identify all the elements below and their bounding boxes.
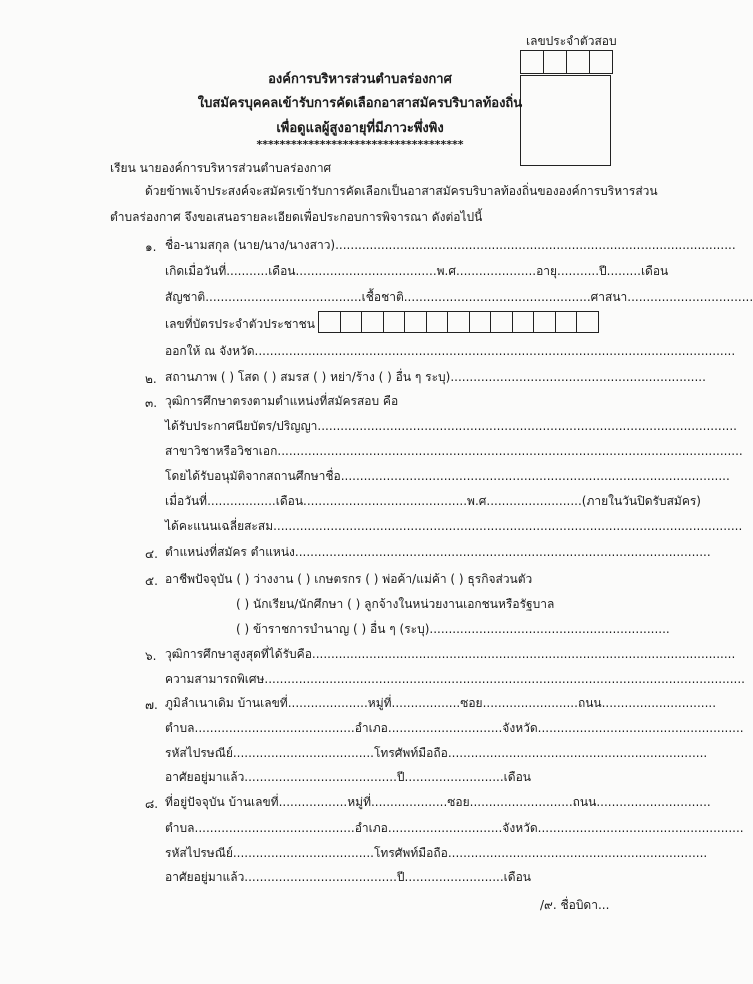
special-skill-field[interactable]: ความสามารถพิเศษ..............................................................................................................................: [165, 672, 745, 686]
occupation-row-3[interactable]: ( ) ข้าราชการบำนาญ ( ) อื่น ๆ (ระบุ)...............................................................: [236, 622, 670, 636]
intro-paragraph-2: ตำบลร่องกาศ จึงขอเสนอรายละเอียดเพื่อประกอบการพิจารณา ดังต่อไปนี้: [110, 210, 483, 224]
section-number-6: ๖.: [145, 649, 157, 663]
star-divider: ************************************: [256, 138, 464, 151]
salutation: เรียน นายองค์การบริหารส่วนตำบลร่องกาศ: [110, 161, 332, 175]
exam-number-boxes: [520, 50, 613, 74]
intro-paragraph-1: ด้วยข้าพเจ้าประสงค์จะสมัครเข้ารับการคัดเลือกเป็นอาสาสมัครบริบาลท้องถิ่นขององค์การบริหารส่วน: [145, 184, 658, 198]
form-title: ใบสมัครบุคคลเข้ารับการคัดเลือกอาสาสมัครบริบาลท้องถิ่น: [197, 96, 523, 111]
occupation-row-1[interactable]: อาชีพปัจจุบัน ( ) ว่างงาน ( ) เกษตรกร ( ) พ่อค้า/แม่ค้า ( ) ธุรกิจส่วนตัว: [165, 572, 533, 586]
gpa-field[interactable]: ได้คะแนนเฉลี่ยสะสม...........................................................................................................................: [165, 519, 743, 533]
position-field[interactable]: ตำแหน่งที่สมัคร ตำแหน่ง.............................................................................................................: [165, 545, 711, 559]
continue-note: /๙. ชื่อบิดา...: [540, 898, 610, 912]
section-number-5: ๕.: [145, 574, 158, 588]
marital-status-field[interactable]: สถานภาพ ( ) โสด ( ) สมรส ( ) หย่า/ร้าง ( ) อื่น ๆ ระบุ)...................................................................: [165, 370, 706, 384]
current-zip-field[interactable]: รหัสไปรษณีย์.....................................โทรศัพท์มือถือ....................................................................: [165, 846, 708, 860]
education-title: วุฒิการศึกษาตรงตามตำแหน่งที่สมัครสอบ คือ: [165, 394, 399, 408]
current-subdistrict-field[interactable]: ตำบล..........................................อำเภอ..............................จังหวัด......................................................: [165, 821, 744, 835]
id-card-boxes[interactable]: [318, 311, 599, 333]
exam-number-label: เลขประจำตัวสอบ: [526, 34, 617, 48]
birth-date-field[interactable]: เกิดเมื่อวันที่...........เดือน.....................................พ.ศ.....................อายุ...........ปี.........เดือน: [165, 264, 669, 278]
section-number-3: ๓.: [145, 396, 158, 410]
id-card-label: เลขที่บัตรประจำตัวประชาชน: [165, 317, 315, 331]
hometown-house-field[interactable]: ภูมิลำเนาเดิม บ้านเลขที่.....................หมู่ที่..................ซอย.........................ถนน..............................: [165, 696, 717, 710]
hometown-subdistrict-field[interactable]: ตำบล..........................................อำเภอ..............................จังหวัด......................................................: [165, 721, 744, 735]
photo-box: [520, 75, 611, 166]
section-number-7: ๗.: [145, 698, 158, 712]
section-number-1: ๑.: [145, 240, 157, 254]
section-number-8: ๘.: [145, 797, 159, 811]
org-title: องค์การบริหารส่วนตำบลร่องกาศ: [268, 72, 452, 87]
section-number-4: ๔.: [145, 547, 158, 561]
hometown-duration-field[interactable]: อาศัยอยู่มาแล้ว........................................ปี..........................เดือน: [165, 770, 531, 784]
occupation-row-2[interactable]: ( ) นักเรียน/นักศึกษา ( ) ลูกจ้างในหน่วยงานเอกชนหรือรัฐบาล: [236, 597, 555, 611]
nationality-field[interactable]: สัญชาติ.........................................เชื้อชาติ.................................................ศาสนา.................................: [165, 290, 753, 304]
section-number-2: ๒.: [145, 372, 157, 386]
current-duration-field[interactable]: อาศัยอยู่มาแล้ว........................................ปี..........................เดือน: [165, 870, 531, 884]
form-subtitle: เพื่อดูแลผู้สูงอายุที่มีภาวะพึ่งพิง: [276, 121, 444, 136]
major-field[interactable]: สาขาวิชาหรือวิชาเอก..........................................................................................................................: [165, 444, 743, 458]
certificate-field[interactable]: ได้รับประกาศนียบัตร/ปริญญา..............................................................................................................: [165, 419, 737, 433]
name-field[interactable]: ชื่อ-นามสกุล (นาย/นาง/นางสาว).........................................................................................................: [165, 238, 736, 252]
current-house-field[interactable]: ที่อยู่ปัจจุบัน บ้านเลขที่..................หมู่ที่....................ซอย...........................ถนน..............................: [165, 795, 711, 809]
issued-province-field[interactable]: ออกให้ ณ จังหวัด..............................................................................................................................: [165, 344, 736, 358]
graduation-date-field[interactable]: เมื่อวันที่..................เดือน...........................................พ.ศ.........................(ภายในวันปิดรับสมัคร): [165, 494, 701, 508]
hometown-zip-field[interactable]: รหัสไปรษณีย์.....................................โทรศัพท์มือถือ....................................................................: [165, 746, 708, 760]
highest-education-field[interactable]: วุฒิการศึกษาสูงสุดที่ได้รับคือ...............................................................................................................: [165, 647, 736, 661]
school-field[interactable]: โดยได้รับอนุมัติจากสถานศึกษาชื่อ......................................................................................................: [165, 469, 730, 483]
